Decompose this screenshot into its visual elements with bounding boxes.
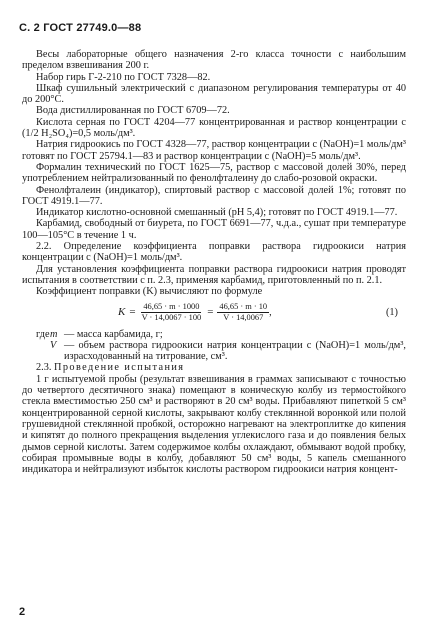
formula-comma: , — [269, 306, 272, 318]
section-number: 2.3. — [36, 362, 52, 374]
formula-equals: = — [207, 305, 214, 318]
document-body — [22, 49, 406, 475]
section-2-3-heading — [22, 362, 406, 373]
symbol-m: m — [50, 328, 58, 340]
legend-symbol-m — [50, 329, 64, 340]
formula-1 — [22, 299, 406, 327]
formula-legend — [22, 329, 406, 363]
fraction-2 — [217, 302, 269, 323]
paragraph: Вода дистиллированная по ГОСТ 6709—72. — [36, 105, 230, 117]
legend-intro: где — [36, 328, 50, 340]
legend-text: объем раствора гидроокиси натрия концентрации с (NaOH)=1 моль/дм³, израсходованный на титрование, см³. — [64, 339, 406, 363]
fraction-2-denominator: V · 14,0067 — [223, 313, 264, 323]
paragraph: Весы лабораторные общего назначения 2-го класса точности с наибольшим пределом взвешивания 200 г. — [22, 49, 406, 72]
formula-equals: = — [129, 305, 136, 318]
paragraph: Шкаф сушильный электрический с диапазоном регулирования температуры от 40 до 200°C. — [22, 82, 406, 106]
legend-desc-m — [64, 329, 406, 340]
section-2-3-text: 1 г испытуемой пробы (результат взвешивания в граммах записывают с точностью до четвертого десятичного знака) помещают в коническую колбу из термостойкого стекла вместимостью 250 см³ и растворяют в 20 см³ воды. Прибавляют пипеткой 5 см³ концентрированной серной кислоты, закрывают колбу стеклянной воронкой или полой грушевидной стеклянной пробкой, осторожно нагревают на электроплитке до кипения и кипятят до полного прекращения выделения углекислого газа и до появления белых дымов серной кислоты. Затем содержимое колбы охлаждают, обмывают водой пробку, собирая промывные воды в колбу, добавляют 50 см³ воды, 5 капель смешанного индикатора и нейтрализуют избыток кислоты раствором гидроокиси натрия концент- — [22, 373, 406, 476]
fraction-2-numerator: 46,65 · m · 10 — [219, 302, 268, 312]
formula-number: (1) — [385, 306, 398, 318]
paragraph: Для установления коэффициента поправки раствора гидроокиси натрия проводят испытания в соответствии с п. 2.3, применяя карбамид, приготовленный по п. 2.1. — [22, 263, 406, 286]
formula-lhs: K — [118, 305, 126, 318]
legend-symbol-v — [50, 340, 64, 363]
paragraph: Карбамид, свободный от биурета, по ГОСТ 6691—77, ч.д.а., сушат при температуре 100—105°C в течение 1 ч. — [22, 218, 406, 241]
paragraph: Коэффициент поправки (K) вычисляют по формуле — [36, 286, 263, 298]
section-2-2: 2.2. Определение коэффициента поправки раствора гидроокиси натрия концентрации с (NaOH)=1 моль/дм³. — [22, 241, 406, 264]
legend-dash: — — [64, 339, 75, 351]
symbol-v: V — [50, 339, 57, 351]
paragraph: Формалин технический по ГОСТ 1625—75, раствор с массовой долей 30%, перед употреблением нейтрализованный по фенолфталеину до слабо-розовой окраски. — [22, 161, 406, 185]
legend-desc-v — [64, 340, 406, 363]
paragraph: Фенолфталеин (индикатор), спиртовый раствор с массовой долей 1%; готовят по ГОСТ 4919.1—77. — [22, 184, 406, 207]
legend-dash: — — [64, 328, 75, 340]
paragraph: Индикатор кислотно-основной смешанный (рН 5,4); готовят по ГОСТ 4919.1—77. — [36, 207, 398, 219]
paragraph: Натрия гидроокись по ГОСТ 4328—77, раствор концентрации с (NaOH)=1 моль/дм³ готовят по ГОСТ 25794.1—83 и раствор концентрации с (NaOH)=5 моль/дм³. — [22, 139, 406, 162]
page-header: С. 2 ГОСТ 27749.0—88 — [19, 22, 142, 34]
legend-spacer — [22, 340, 50, 363]
paragraph: Кислота серная по ГОСТ 4204—77 концентрированная и раствор концентрации с (1/2 H₂SO₄)=0,5 моль/дм³. — [22, 116, 406, 140]
fraction-1-denominator: V · 14,0067 · 100 — [141, 313, 202, 323]
legend-text: масса карбамида, г; — [76, 328, 163, 340]
page-number: 2 — [19, 606, 26, 618]
paragraph: Набор гирь Г-2-210 по ГОСТ 7328—82. — [36, 71, 211, 83]
fraction-1 — [140, 302, 204, 323]
fraction-1-numerator: 46,65 · m · 1000 — [143, 302, 200, 312]
section-title: Проведение испытания — [54, 362, 185, 374]
